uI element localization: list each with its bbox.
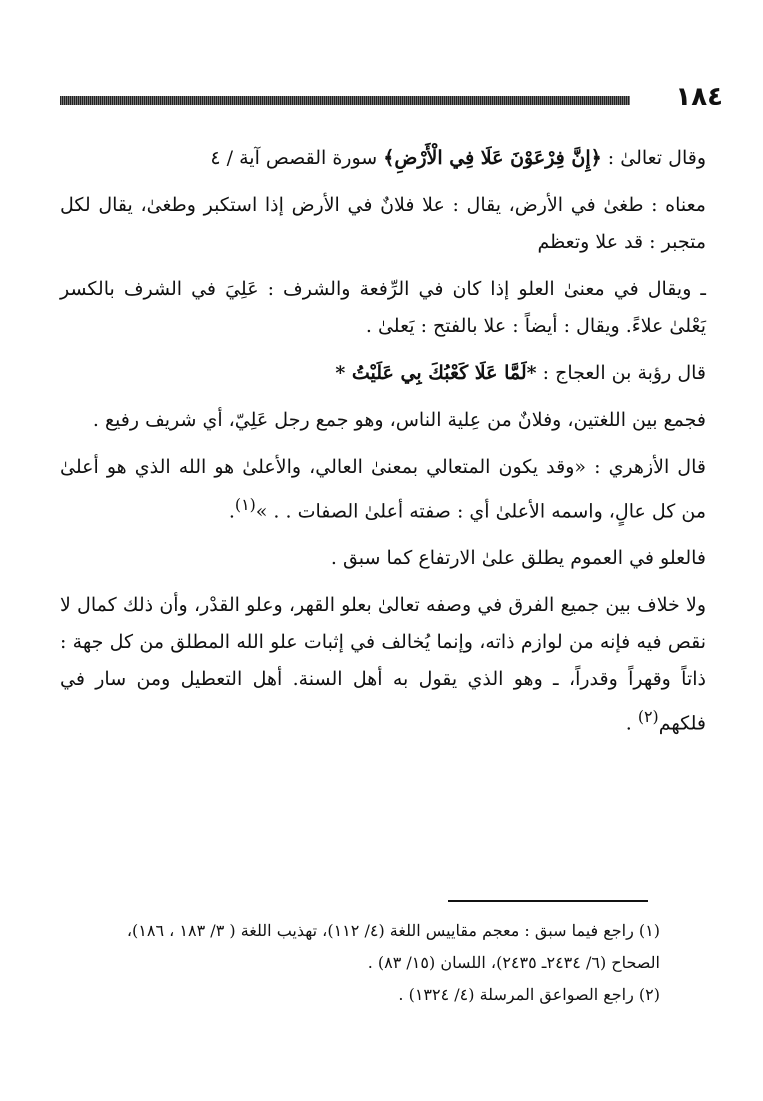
paragraph-azhari-quote bbox=[60, 449, 706, 530]
paragraph-text: . bbox=[228, 500, 235, 523]
footnote-separator bbox=[448, 900, 648, 902]
footnote-marker-2[interactable]: (٢) bbox=[637, 707, 659, 727]
header-rule bbox=[60, 96, 630, 105]
paragraph-text: قال الأزهري : «وقد يكون المتعالي بمعنىٰ العالي، والأعلىٰ هو الله الذي هو أعلىٰ من كل عالٍ، واسمه الأعلىٰ أي : صفته أعلىٰ الصفات . . » bbox=[60, 456, 706, 523]
paragraph-poetry bbox=[60, 355, 706, 392]
footnotes bbox=[60, 915, 660, 1011]
paragraph-no-dispute bbox=[60, 587, 706, 742]
verse-reference: سورة القصص آية / ٤ bbox=[210, 147, 384, 169]
paragraph-text: قال رؤبة بن العجاج : bbox=[536, 362, 706, 384]
paragraph-meaning: معناه : طغىٰ في الأرض، يقال : علا فلانٌ في الأرض إذا استكبر وطغىٰ، يقال لكل متجبر : قد علا وتعظم bbox=[60, 194, 706, 253]
page-number: ١٨٤ bbox=[675, 82, 723, 112]
main-text bbox=[60, 140, 706, 753]
paragraph-general-meaning: فالعلو في العموم يطلق علىٰ الارتفاع كما سبق . bbox=[330, 547, 706, 570]
paragraph-text: وقال تعالىٰ : bbox=[601, 147, 706, 169]
footnote-2: (٢) راجع الصواعق المرسلة (٤/ ١٣٢٤) . bbox=[398, 985, 660, 1004]
quran-verse: ﴿إِنَّ فِرْعَوْنَ عَلَا فِي الْأَرْضِ﴾ bbox=[383, 147, 602, 169]
footnote-1-line-2: الصحاح (٦/ ٢٤٣٤ـ ٢٤٣٥)، اللسان (١٥/ ٨٣) . bbox=[367, 953, 660, 972]
page-header bbox=[60, 82, 723, 114]
paragraph-usage: ـ ويقال في معنىٰ العلو إذا كان في الرِّفعة والشرف : عَلِيَ في الشرف بالكسر يَعْلىٰ علاءً. ويقال : أيضاً : علا بالفتح : يَعلىٰ . bbox=[60, 278, 706, 337]
footnote-marker-1[interactable]: (١) bbox=[234, 495, 256, 514]
paragraph-text: . bbox=[625, 712, 638, 735]
footnote-1-line-1: (١) راجع فيما سبق : معجم مقاييس اللغة (٤/ ١١٢)، تهذيب اللغة ( ٣/ ١٨٣ ، ١٨٦)، bbox=[126, 921, 660, 940]
poetry-verse: *لَمَّا عَلَا كَعْبُكَ بِي عَلَيْتُ * bbox=[335, 362, 537, 384]
paragraph-two-forms: فجمع بين اللغتين، وفلانٌ من عِلية الناس، وهو جمع رجل عَلِيّ، أي شريف رفيع . bbox=[92, 409, 706, 431]
paragraph-text: ولا خلاف بين جميع الفرق في وصفه تعالىٰ بعلو القهر، وعلو القدْر، وأن ذلك كمال لا نقص فيه فإنه من لوازم ذاته، وإنما يُخالف في إثبات علو الله المطلق من كل جهة : ذاتاً وقهراً وقدراً، ـ وهو الذي يقول به أهل السنة. أهل التعطيل ومن سار في فلكهم bbox=[60, 594, 706, 735]
paragraph-quran-citation bbox=[60, 140, 706, 177]
